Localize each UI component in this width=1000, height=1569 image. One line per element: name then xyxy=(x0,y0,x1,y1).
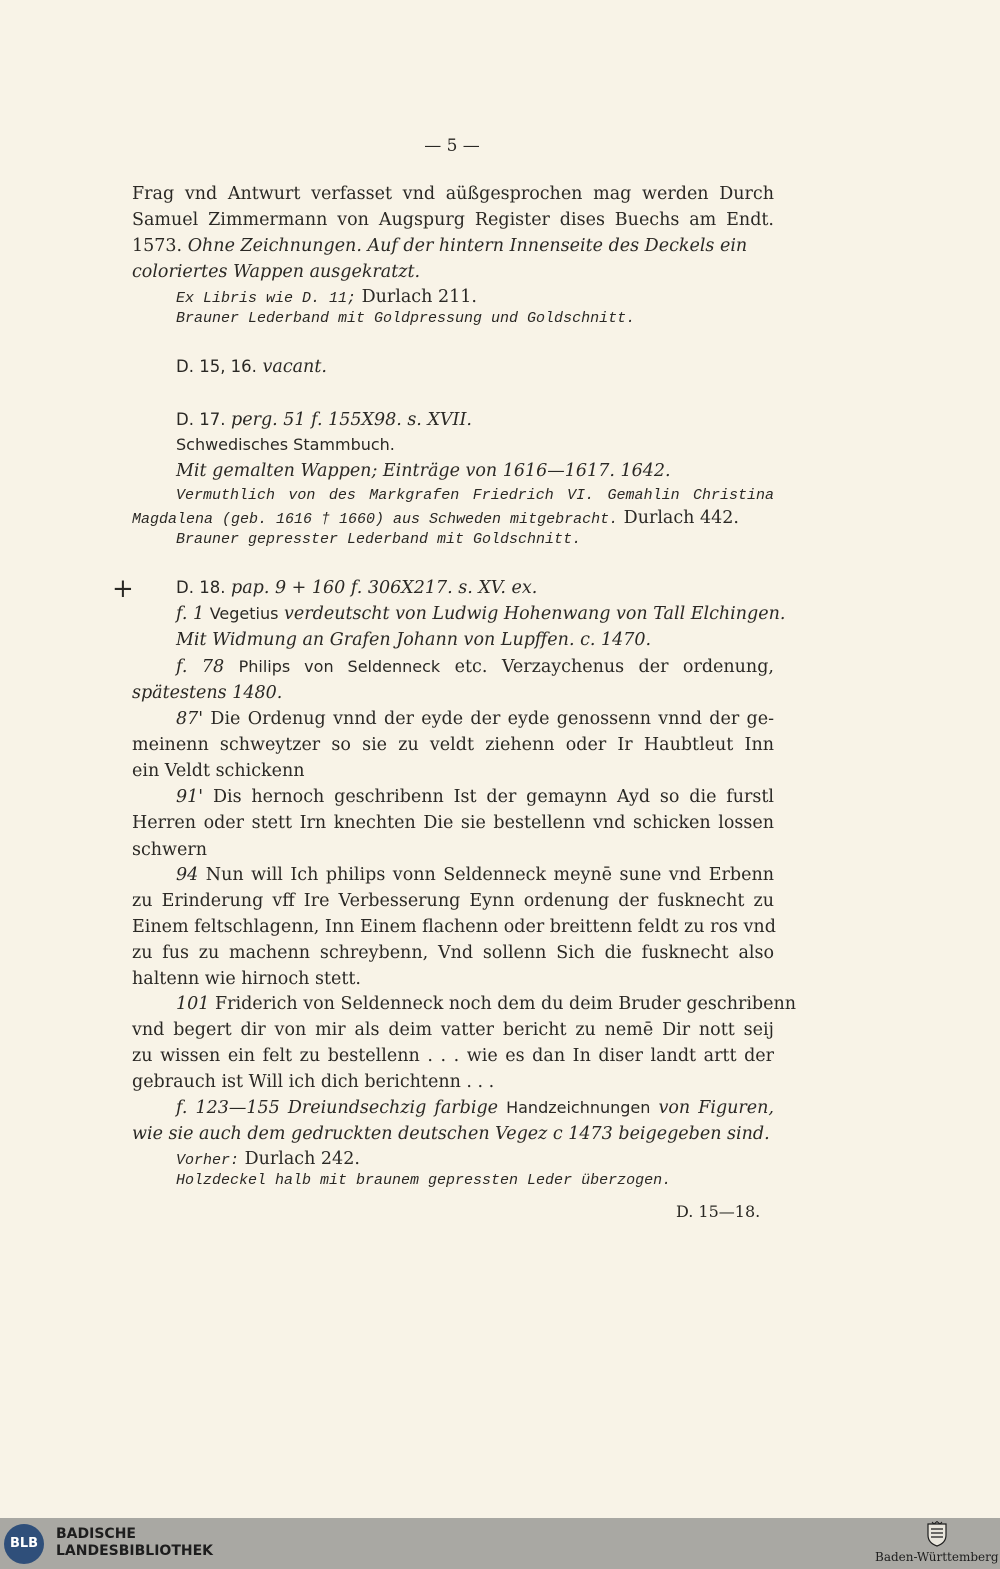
author-name: Philips von Seldenneck xyxy=(238,657,441,676)
text-line xyxy=(176,992,797,1016)
provenance-label: Vorher: xyxy=(176,1152,240,1169)
folio-ref: 91' xyxy=(176,787,204,807)
range-footer: D. 15—18. xyxy=(676,1202,761,1221)
provenance: Durlach 442. xyxy=(623,508,739,528)
folio-ref: 101 xyxy=(176,994,210,1014)
italic-note: Ohne Zeichnungen. Auf der hintern Innenseite des Deckels ein xyxy=(187,236,748,256)
keyword: Handzeichnungen xyxy=(506,1098,651,1117)
folio-ref: f. 78 xyxy=(176,657,225,677)
blb-logo-icon[interactable]: BLB xyxy=(4,1524,44,1564)
provenance: Durlach 242. xyxy=(244,1149,360,1169)
library-name-line2: LANDESBIBLIOTHEK xyxy=(56,1543,214,1559)
text-line: Mit gemalten Wappen; Einträge von 1616—1617. 1642. xyxy=(176,461,671,481)
text-line xyxy=(176,707,774,731)
text-line: coloriertes Wappen ausgekratzt. xyxy=(132,262,421,282)
text-line: gebrauch ist Will ich dich berichtenn . . . xyxy=(132,1072,495,1092)
entry-d15-16 xyxy=(176,355,327,379)
text-line xyxy=(132,234,747,258)
year: 1573. xyxy=(132,236,183,256)
text-span: etc. Verzaychenus der ordenung, xyxy=(454,657,774,677)
folio-ref: 94 xyxy=(176,865,199,885)
text-line: wie sie auch dem gedruckten deutschen Vegez c 1473 beigegeben sind. xyxy=(132,1124,770,1144)
text-line xyxy=(176,1096,774,1120)
text-line: ein Veldt schickenn xyxy=(132,761,305,781)
text-line: Frag vnd Antwurt verfasset vnd aüßgesprochen mag werden Durch xyxy=(132,184,774,204)
physical-description: pap. 9 + 160 f. 306X217. s. XV. ex. xyxy=(231,578,538,598)
text-line: zu Erinderung vff Ire Verbesserung Eynn ordenung der fusknecht zu xyxy=(132,891,774,911)
shelfmark: D. 18. xyxy=(176,578,226,597)
text-line xyxy=(176,863,774,887)
text-span: f. 123—155 Dreiundsechzig farbige xyxy=(176,1098,499,1118)
text-line: schwern xyxy=(132,840,208,860)
exlibris-note: Ex Libris wie D. 11; xyxy=(176,290,357,307)
text-line: haltenn wie hirnoch stett. xyxy=(132,969,361,989)
text-line xyxy=(176,785,774,809)
text-line: meinenn schweytzer so sie zu veldt ziehenn oder Ir Haubtleut Inn xyxy=(132,735,774,755)
library-name[interactable] xyxy=(56,1526,213,1560)
text-line: Mit Widmung an Grafen Johann von Lupffen. c. 1470. xyxy=(176,630,652,650)
physical-description: perg. 51 f. 155X98. s. XVII. xyxy=(231,410,472,430)
text-line: zu fus zu machenn schreybenn, Vnd sollenn Sich die fusknecht also xyxy=(132,943,774,963)
text-line: Vermuthlich von des Markgrafen Friedrich VI. Gemahlin Christina xyxy=(176,487,774,504)
entry-status: vacant. xyxy=(262,357,327,377)
entry-d17-header xyxy=(176,408,472,432)
folio-ref: f. 1 xyxy=(176,604,205,624)
state-name: Baden-Württemberg xyxy=(875,1550,999,1564)
text-line xyxy=(176,655,774,679)
shelfmark: D. 17. xyxy=(176,410,226,429)
entry-title: Schwedisches Stammbuch. xyxy=(176,435,395,454)
text-span: Nun will Ich philips vonn Seldenneck meynē sune vnd Erbenn xyxy=(205,865,774,885)
margin-plus-mark: + xyxy=(112,574,134,604)
text-span: Die Ordenug vnnd der eyde der eyde genossenn vnnd der ge- xyxy=(210,709,774,729)
coat-of-arms-icon xyxy=(926,1521,948,1547)
binding-note: Brauner Lederband mit Goldpressung und Goldschnitt. xyxy=(176,310,636,327)
provenance: Durlach 211. xyxy=(361,287,477,307)
viewer-footer-bar xyxy=(0,1518,1000,1569)
binding-note: Holzdeckel halb mit braunem gepressten Leder überzogen. xyxy=(176,1172,672,1189)
folio-ref: 87' xyxy=(176,709,204,729)
text-line: Einem feltschlagenn, Inn Einem flachenn oder breittenn feldt zu ros vnd xyxy=(132,917,776,937)
entry-d18-header xyxy=(176,576,537,600)
text-line: spätestens 1480. xyxy=(132,683,283,703)
shelfmark: D. 15, 16. xyxy=(176,357,257,376)
text-span: Dis hernoch geschribenn Ist der gemaynn Ayd so die furstl xyxy=(212,787,774,807)
text-span: Friderich von Seldenneck noch dem du deim Bruder geschribenn xyxy=(214,994,797,1014)
text-span: von Figuren, xyxy=(658,1098,774,1118)
text-line: Herren oder stett Irn knechten Die sie bestellenn vnd schicken lossen xyxy=(132,813,774,833)
text-span: verdeutscht von Ludwig Hohenwang von Tall Elchingen. xyxy=(284,604,786,624)
provenance-note: Magdalena (geb. 1616 † 1660) aus Schweden mitgebracht. xyxy=(132,511,619,528)
text-line: Samuel Zimmermann von Augspurg Register dises Buechs am Endt. xyxy=(132,210,774,230)
author-name: Vegetius xyxy=(209,604,279,623)
page-number: — 5 — xyxy=(424,136,480,156)
binding-note: Brauner gepresster Lederband mit Goldschnitt. xyxy=(176,531,582,548)
text-line xyxy=(176,602,785,626)
library-name-line1: BADISCHE xyxy=(56,1526,136,1542)
text-line: vnd begert dir von mir als deim vatter bericht zu nemē Dir nott seij xyxy=(132,1020,774,1040)
text-line: zu wissen ein felt zu bestellenn . . . wie es dan In diser landt artt der xyxy=(132,1046,774,1066)
